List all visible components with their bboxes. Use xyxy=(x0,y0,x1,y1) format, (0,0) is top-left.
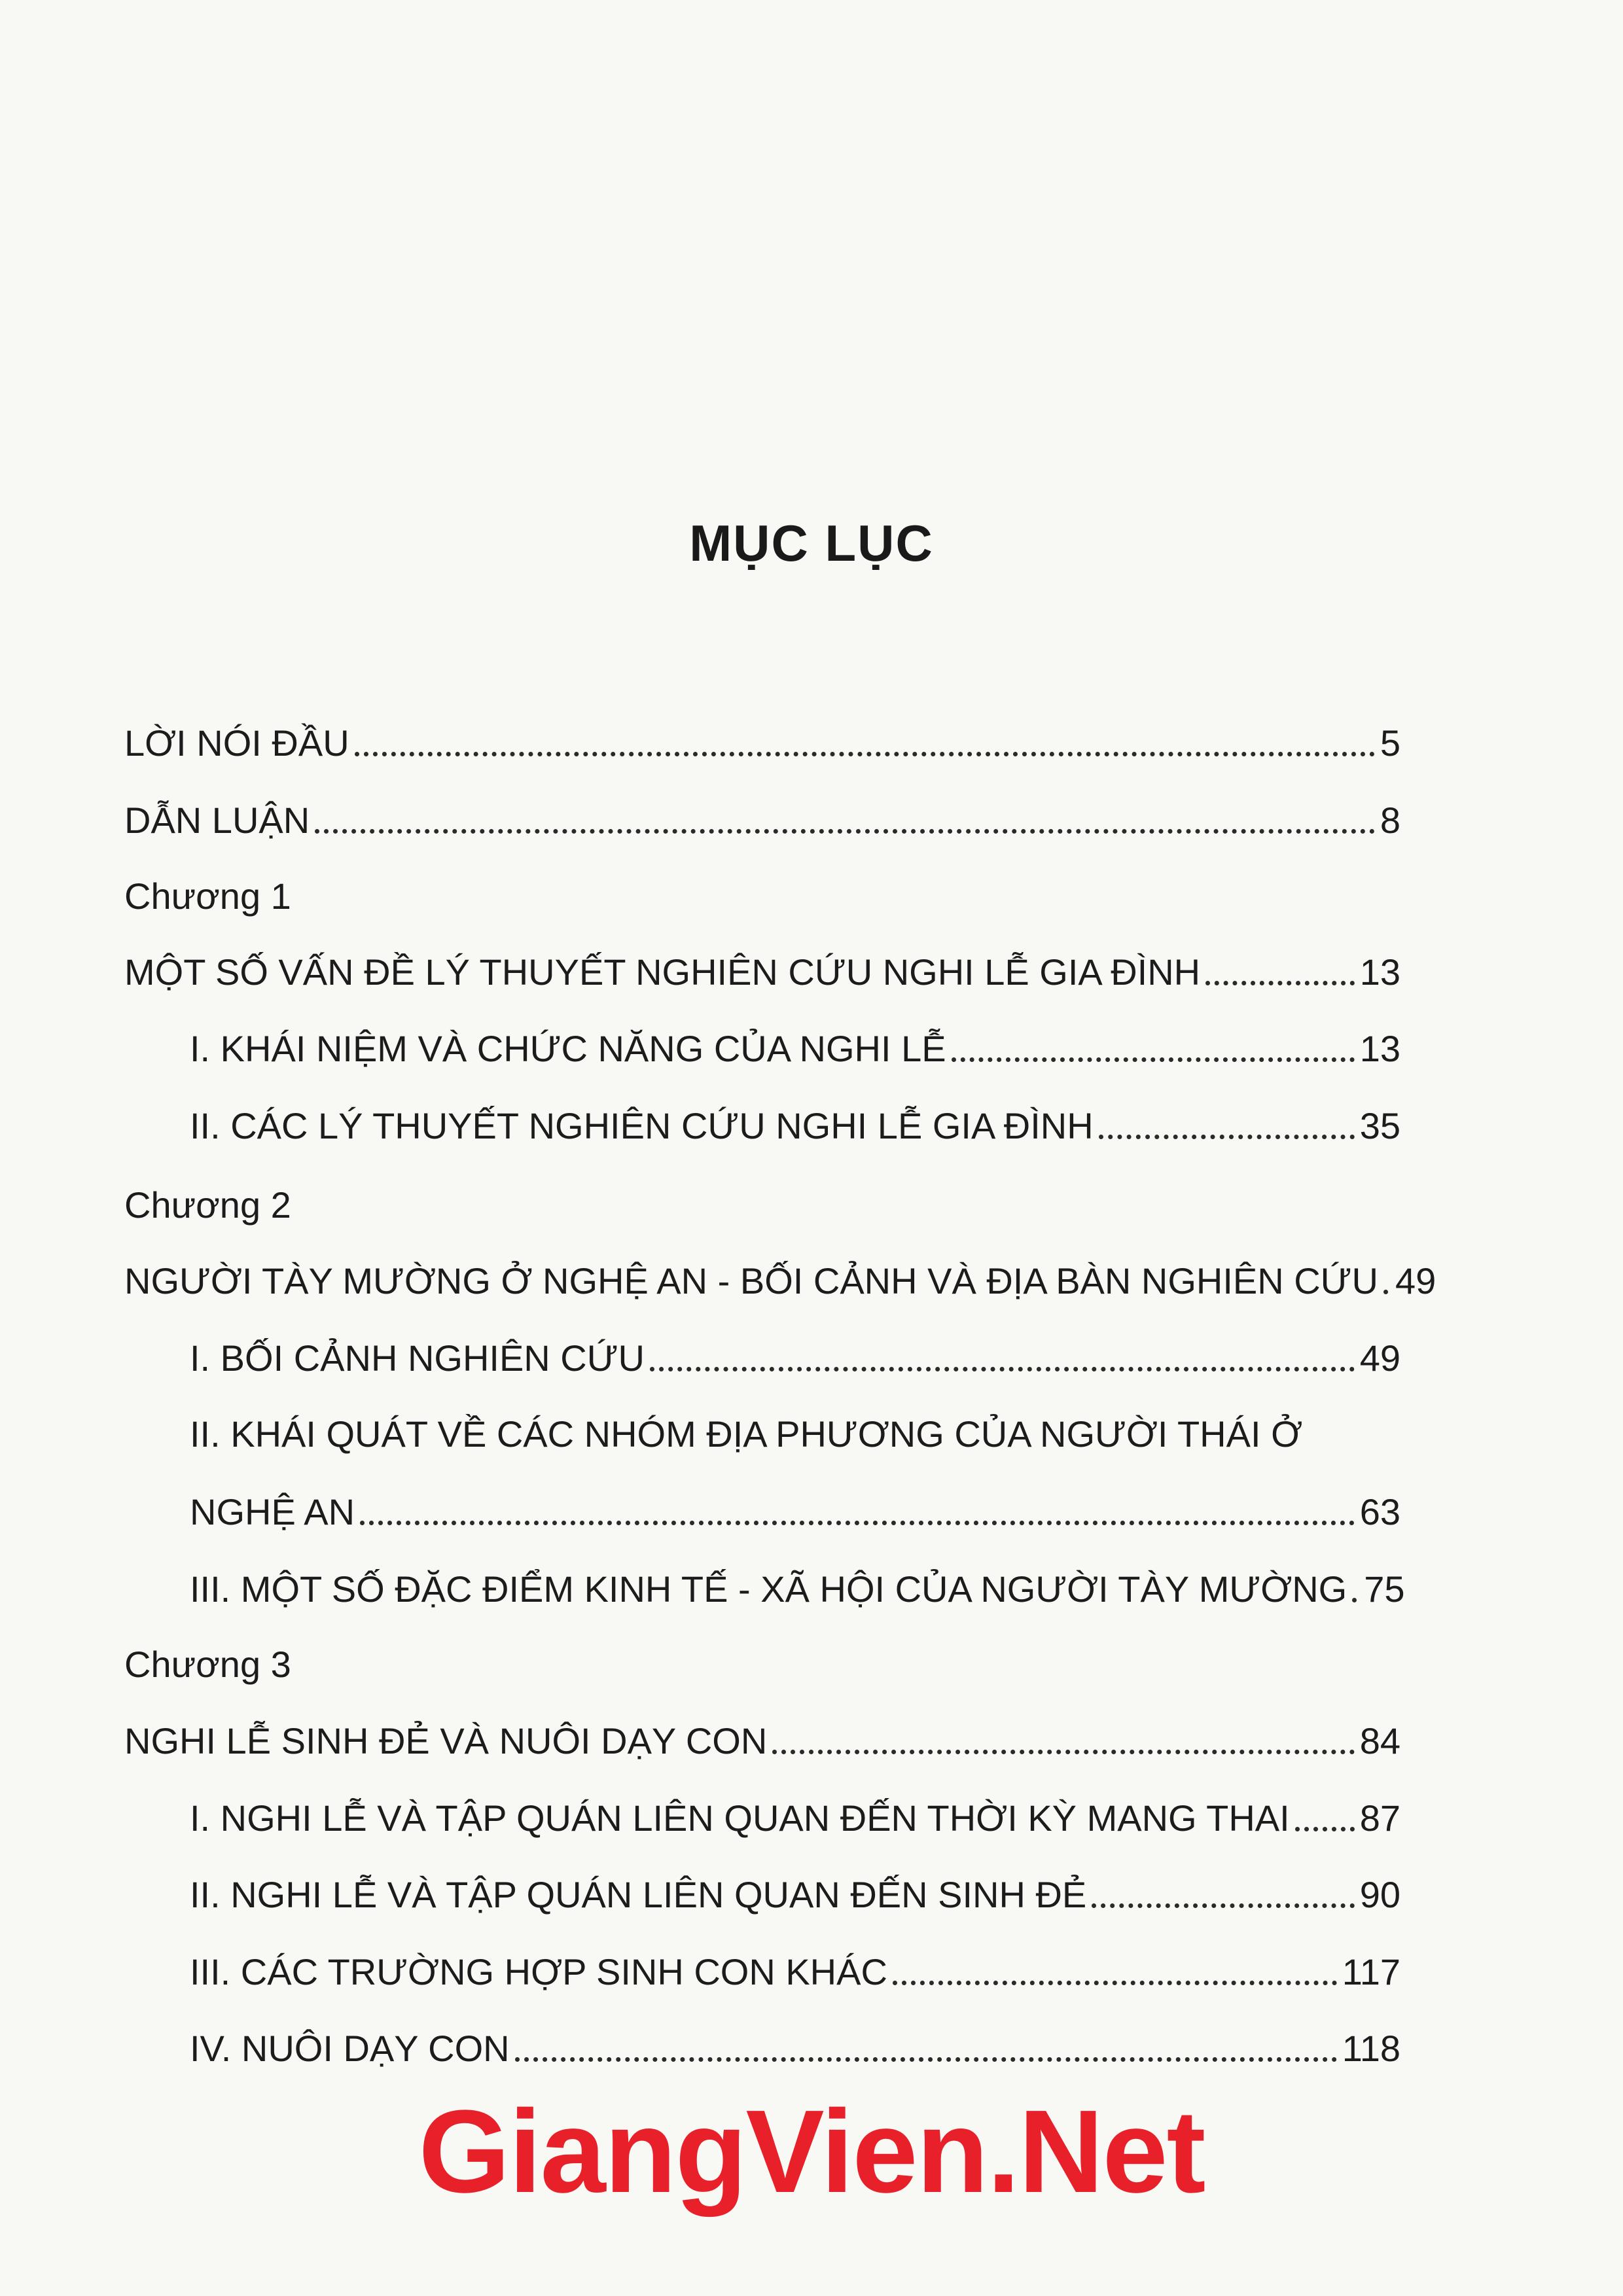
dot-leader xyxy=(360,1521,1355,1525)
toc-page-number: 84 xyxy=(1359,1720,1400,1761)
toc-page-number: 117 xyxy=(1342,1951,1400,1992)
toc-page-number: 35 xyxy=(1359,1105,1400,1146)
toc-entry-2-1[interactable] xyxy=(190,1328,1400,1381)
toc-entry-label: LỜI NÓI ĐẦU xyxy=(124,722,349,764)
toc-entry-1-2[interactable] xyxy=(190,1096,1400,1148)
toc-entry-label: IV. NUÔI DẠY CON xyxy=(190,2028,510,2069)
toc-entry-label: DẪN LUẬN xyxy=(124,800,310,841)
toc-entry-label: II. NGHI LỄ VÀ TẬP QUÁN LIÊN QUAN ĐẾN SINH ĐẺ xyxy=(190,1874,1087,1915)
toc-entry-dan-luan[interactable] xyxy=(124,790,1400,843)
dot-leader xyxy=(515,2057,1337,2062)
toc-entry-label: I. KHÁI NIỆM VÀ CHỨC NĂNG CỦA NGHI LỄ xyxy=(190,1028,946,1069)
dot-leader xyxy=(1295,1827,1355,1831)
toc-page-number: 118 xyxy=(1342,2028,1400,2069)
toc-entry-3-2[interactable] xyxy=(190,1865,1400,1917)
watermark-text: GiangVien.Net xyxy=(418,2086,1205,2217)
chapter-heading-3: Chương 3 xyxy=(124,1644,291,1685)
toc-entry-2-3[interactable] xyxy=(190,1559,1405,1612)
toc-entry-label: MỘT SỐ VẤN ĐỀ LÝ THUYẾT NGHIÊN CỨU NGHI LỄ GIA ĐÌNH xyxy=(124,951,1201,993)
toc-entry-label: III. CÁC TRƯỜNG HỢP SINH CON KHÁC xyxy=(190,1951,887,1992)
toc-page-number: 75 xyxy=(1364,1568,1405,1610)
chapter-heading-1: Chương 1 xyxy=(124,875,291,917)
toc-entry-2-2-line-1[interactable]: II. KHÁI QUÁT VỀ CÁC NHÓM ĐỊA PHƯƠNG CỦA NGƯỜI THÁI Ở xyxy=(190,1413,1303,1455)
toc-entry-label: III. MỘT SỐ ĐẶC ĐIỂM KINH TẾ - XÃ HỘI CỦA NGƯỜI TÀY MƯỜNG xyxy=(190,1568,1347,1610)
dot-leader xyxy=(650,1367,1355,1371)
toc-entry-label: NGHI LỄ SINH ĐẺ VÀ NUÔI DẠY CON xyxy=(124,1720,768,1761)
dot-leader xyxy=(1205,981,1355,985)
chapter-heading-2: Chương 2 xyxy=(124,1184,291,1226)
dot-leader xyxy=(893,1981,1337,1985)
page-title: MỤC LỤC xyxy=(689,514,934,572)
dot-leader xyxy=(1092,1903,1354,1908)
toc-page-number: 63 xyxy=(1359,1491,1400,1532)
dot-leader xyxy=(952,1057,1355,1062)
toc-entry-label: NGHỆ AN xyxy=(190,1491,355,1532)
toc-entry-label: NGƯỜI TÀY MƯỜNG Ở NGHỆ AN - BỐI CẢNH VÀ ĐỊA BÀN NGHIÊN CỨU xyxy=(124,1260,1378,1301)
toc-page-number: 87 xyxy=(1359,1797,1400,1839)
toc-page-number: 90 xyxy=(1359,1874,1400,1915)
toc-entry-3-1[interactable] xyxy=(190,1788,1400,1841)
toc-page-number: 49 xyxy=(1359,1337,1400,1379)
toc-page-number: 5 xyxy=(1380,722,1400,764)
toc-entry-1-1[interactable] xyxy=(190,1019,1400,1071)
toc-entry-2-2-line-2[interactable] xyxy=(190,1482,1400,1534)
toc-entry-label: I. BỐI CẢNH NGHIÊN CỨU xyxy=(190,1337,645,1379)
toc-entry-3-4[interactable] xyxy=(190,2019,1400,2071)
toc-page-number: 49 xyxy=(1395,1260,1436,1301)
toc-page-number: 8 xyxy=(1380,800,1400,841)
toc-entry-chapter-3-title[interactable] xyxy=(124,1711,1400,1763)
toc-page-number: 13 xyxy=(1359,1028,1400,1069)
dot-leader xyxy=(1099,1135,1355,1139)
dot-leader xyxy=(355,752,1375,756)
dot-leader xyxy=(315,829,1375,834)
toc-entry-chapter-1-title[interactable] xyxy=(124,942,1400,995)
toc-entry-loi-noi-dau[interactable] xyxy=(124,713,1400,766)
toc-entry-3-3[interactable] xyxy=(190,1942,1400,1994)
toc-page-number: 13 xyxy=(1359,951,1400,993)
toc-entry-label: I. NGHI LỄ VÀ TẬP QUÁN LIÊN QUAN ĐẾN THỜI KỲ MANG THAI xyxy=(190,1797,1290,1839)
toc-entry-chapter-2-title[interactable] xyxy=(124,1251,1436,1303)
dot-leader xyxy=(772,1750,1354,1754)
toc-entry-label: II. CÁC LÝ THUYẾT NGHIÊN CỨU NGHI LỄ GIA ĐÌNH xyxy=(190,1105,1094,1146)
dot-leader xyxy=(1352,1598,1359,1602)
dot-leader xyxy=(1383,1290,1390,1294)
